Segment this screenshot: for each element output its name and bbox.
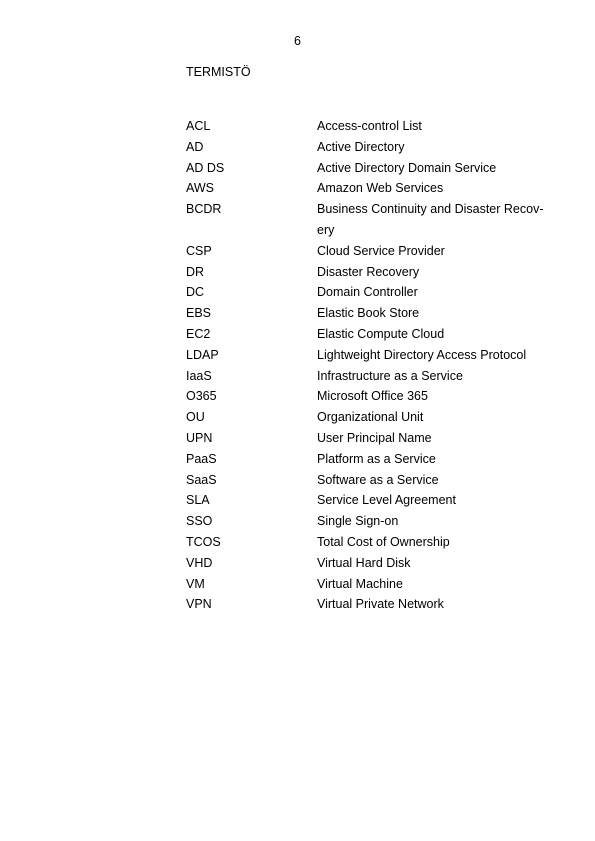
glossary-definition: Elastic Book Store xyxy=(317,306,420,321)
glossary-term: VM xyxy=(186,576,205,591)
glossary-term: AD xyxy=(186,139,204,154)
glossary-definition: Virtual Private Network xyxy=(317,597,444,612)
glossary-row xyxy=(186,490,546,511)
glossary-definition xyxy=(317,199,546,241)
glossary-row xyxy=(186,282,546,303)
glossary-row xyxy=(186,532,546,553)
glossary-definition: Organizational Unit xyxy=(317,410,424,425)
glossary-term: AWS xyxy=(186,181,215,196)
glossary-definition-continuation: ery xyxy=(317,222,335,237)
glossary-definition: Single Sign-on xyxy=(317,514,399,529)
glossary-term: CSP xyxy=(186,243,212,258)
glossary-row xyxy=(186,470,546,491)
glossary-definition: Lightweight Directory Access Protocol xyxy=(317,347,527,362)
glossary-definition: Total Cost of Ownership xyxy=(317,534,450,549)
glossary-definition: Disaster Recovery xyxy=(317,264,420,279)
glossary-row xyxy=(186,345,546,366)
glossary-term: PaaS xyxy=(186,451,217,466)
glossary-term: AD DS xyxy=(186,160,225,175)
glossary-term: UPN xyxy=(186,430,213,445)
page-title: TERMISTÖ xyxy=(186,65,251,79)
glossary-term: DC xyxy=(186,285,205,300)
glossary-definition-line: Business Continuity and Disaster Recov- xyxy=(317,202,544,217)
glossary-definition: Domain Controller xyxy=(317,285,418,300)
glossary-term: VPN xyxy=(186,597,212,612)
glossary-term: TCOS xyxy=(186,534,221,549)
glossary-row xyxy=(186,386,546,407)
glossary-row xyxy=(186,303,546,324)
glossary-row xyxy=(186,449,546,470)
glossary-term: SLA xyxy=(186,493,210,508)
glossary-definition: Elastic Compute Cloud xyxy=(317,326,445,341)
glossary-definition: Active Directory xyxy=(317,139,405,154)
glossary-row xyxy=(186,553,546,574)
glossary-row xyxy=(186,574,546,595)
glossary-definition: Microsoft Office 365 xyxy=(317,389,428,404)
glossary-definition: Virtual Hard Disk xyxy=(317,555,411,570)
glossary-definition: Infrastructure as a Service xyxy=(317,368,463,383)
glossary-row xyxy=(186,116,546,137)
glossary-row xyxy=(186,407,546,428)
glossary-term: O365 xyxy=(186,389,217,404)
glossary-term: LDAP xyxy=(186,347,219,362)
glossary-row xyxy=(186,324,546,345)
glossary-row xyxy=(186,158,546,179)
glossary-row xyxy=(186,594,546,615)
glossary-definition: Platform as a Service xyxy=(317,451,436,466)
glossary-term: EBS xyxy=(186,306,212,321)
glossary-definition: Software as a Service xyxy=(317,472,439,487)
glossary-term: SaaS xyxy=(186,472,217,487)
glossary-list xyxy=(186,116,546,615)
glossary-definition: Cloud Service Provider xyxy=(317,243,445,258)
glossary-definition: Virtual Machine xyxy=(317,576,403,591)
glossary-definition: Service Level Agreement xyxy=(317,493,456,508)
glossary-term: VHD xyxy=(186,555,213,570)
page-number: 6 xyxy=(294,34,301,48)
glossary-row xyxy=(186,428,546,449)
glossary-row xyxy=(186,511,546,532)
glossary-definition: User Principal Name xyxy=(317,430,432,445)
glossary-definition: Active Directory Domain Service xyxy=(317,160,497,175)
glossary-term: EC2 xyxy=(186,326,211,341)
glossary-row xyxy=(186,137,546,158)
glossary-term: ACL xyxy=(186,119,211,133)
glossary-row xyxy=(186,199,546,241)
glossary-term: OU xyxy=(186,410,205,425)
glossary-definition: Access-control List xyxy=(317,119,422,133)
glossary-row xyxy=(186,241,546,262)
glossary-definition: Amazon Web Services xyxy=(317,181,444,196)
glossary-term: BCDR xyxy=(186,202,222,217)
glossary-row xyxy=(186,366,546,387)
glossary-row xyxy=(186,178,546,199)
glossary-term: IaaS xyxy=(186,368,212,383)
glossary-row xyxy=(186,262,546,283)
glossary-term: DR xyxy=(186,264,205,279)
glossary-term: SSO xyxy=(186,514,213,529)
